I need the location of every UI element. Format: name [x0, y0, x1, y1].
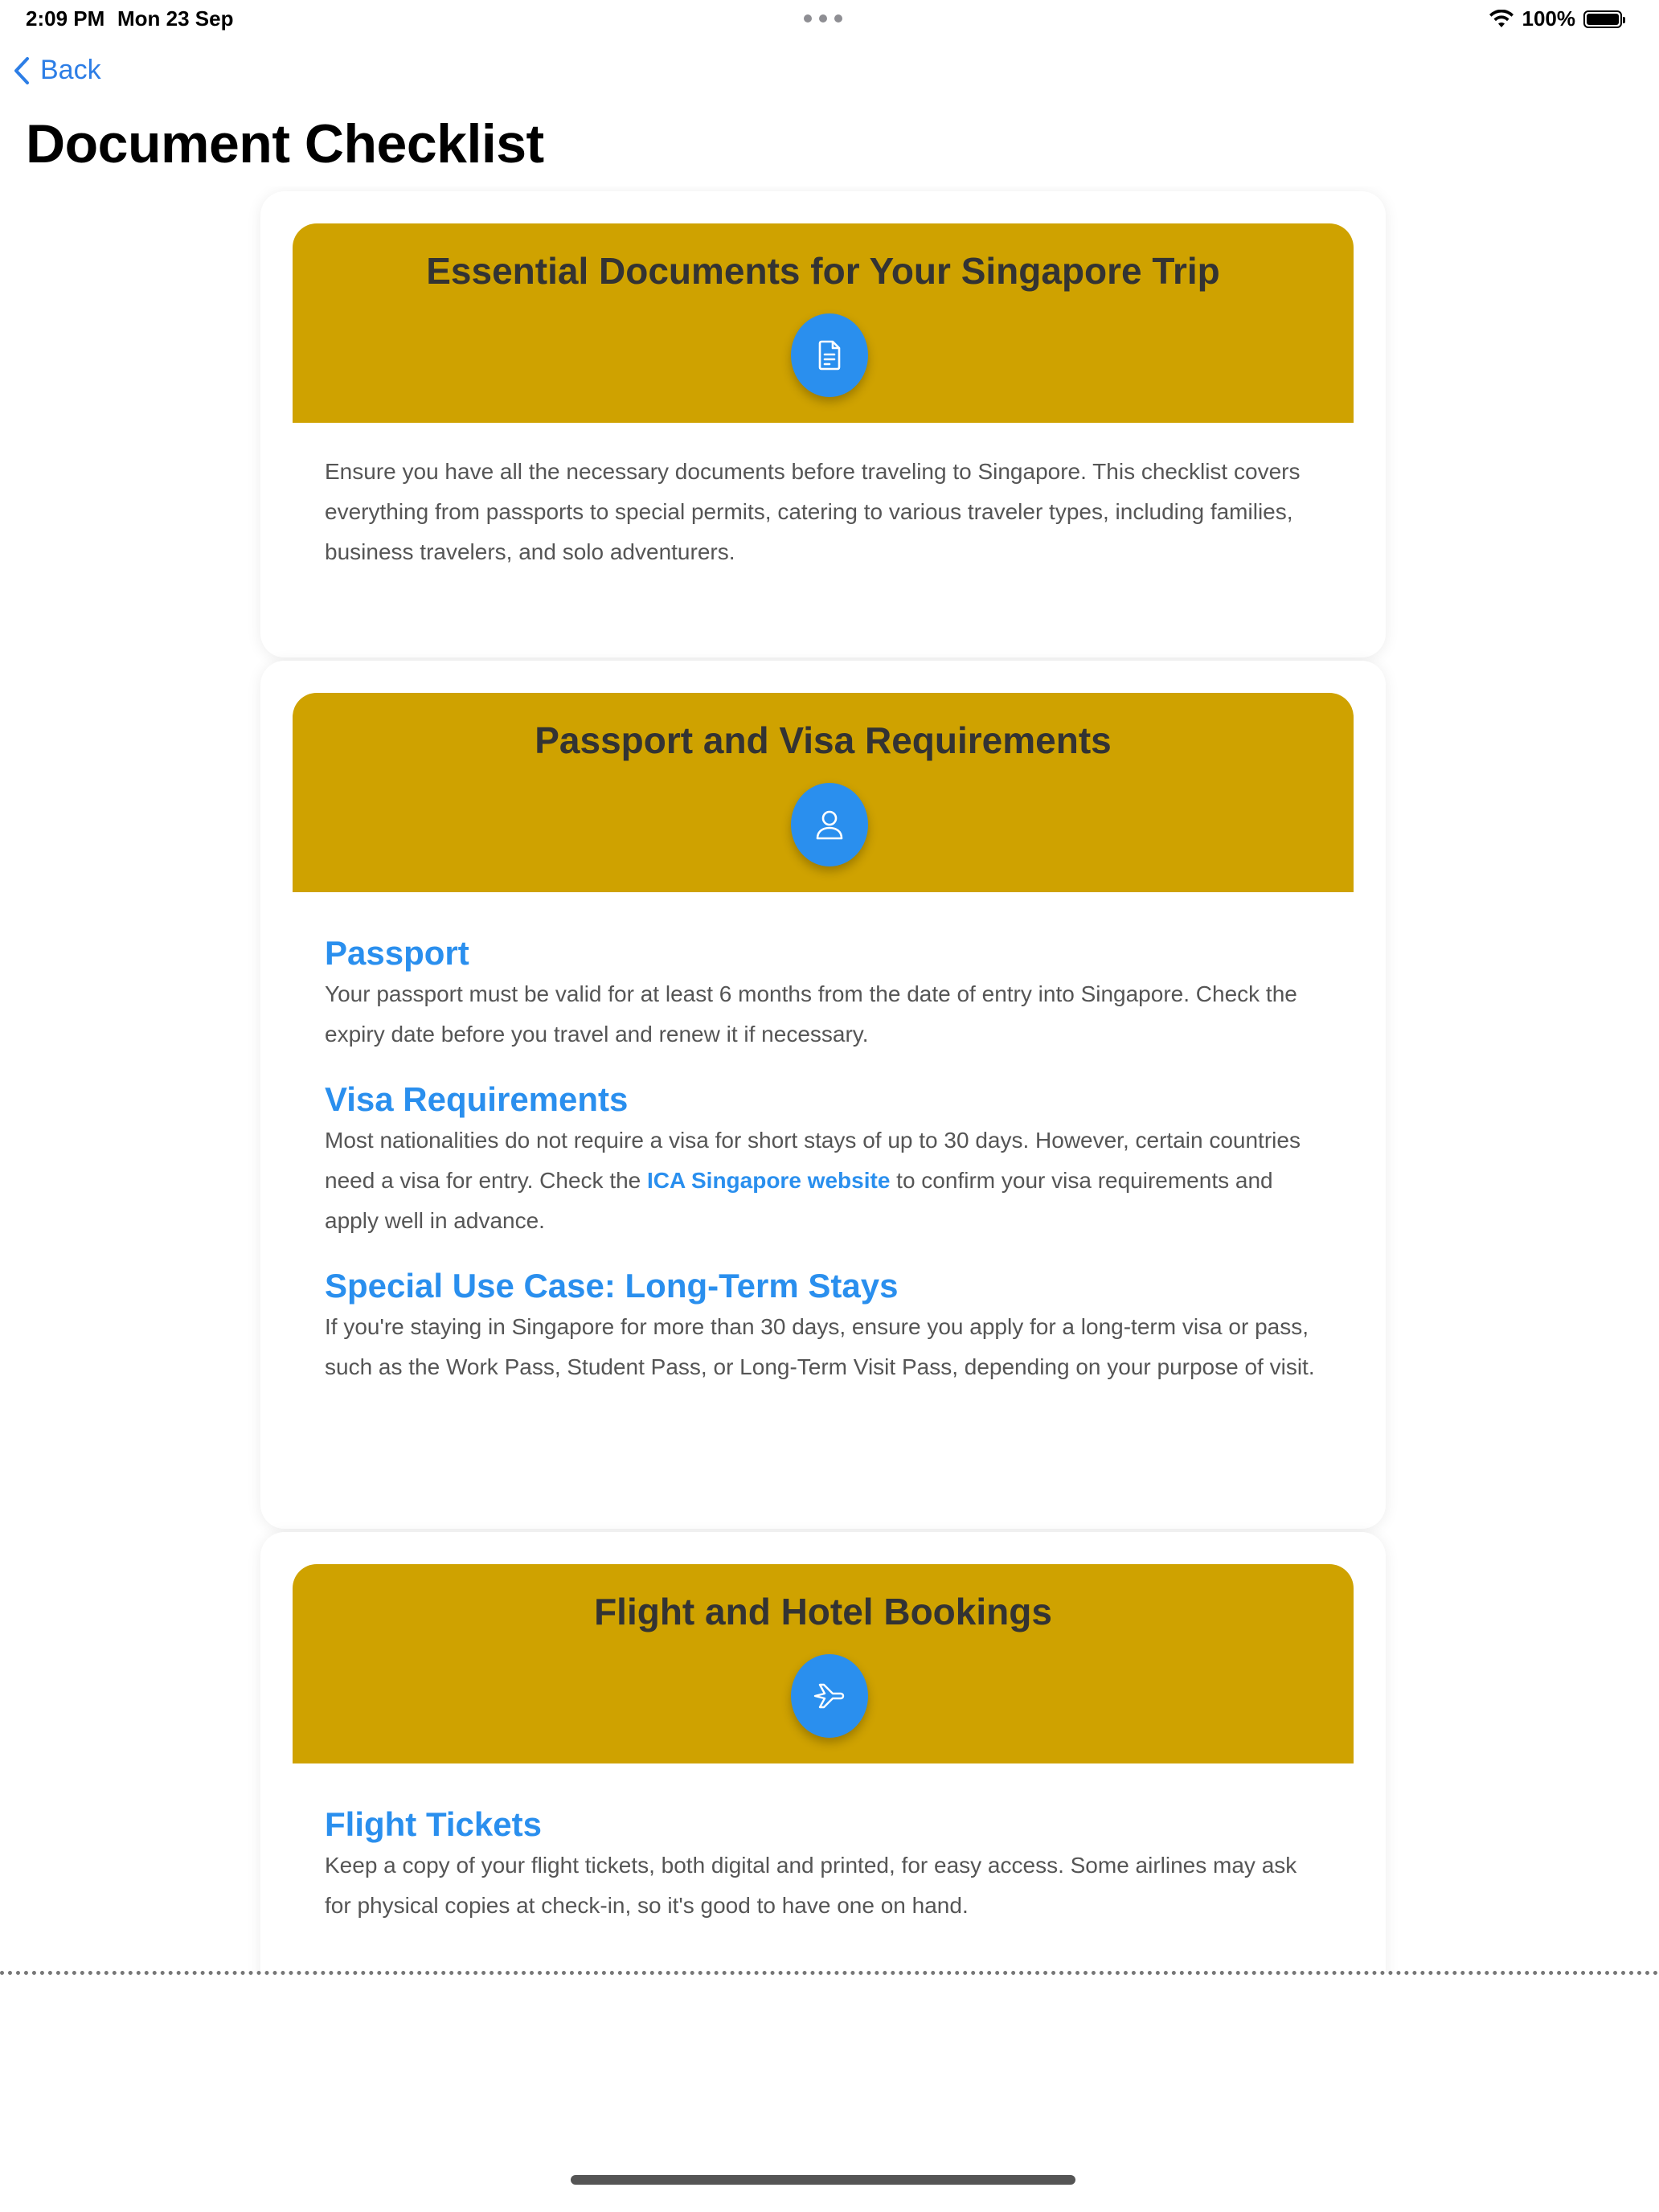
back-label: Back [40, 55, 101, 85]
section-heading-passport: Passport [325, 934, 469, 972]
visa-text-before: Most nationalities do not require a visa for short stays of up to 30 days. However, certain countries need a visa for entry. Check the [325, 1128, 1301, 1193]
document-icon [791, 313, 868, 397]
status-time: 2:09 PM [26, 6, 105, 31]
card-essential-documents [260, 191, 1386, 657]
card-passport-visa [260, 661, 1386, 1529]
section-heading-flight-tickets: Flight Tickets [325, 1805, 542, 1843]
card-body [325, 932, 1321, 1387]
back-button[interactable] [13, 55, 101, 86]
card-header [293, 223, 1354, 423]
section-text-flight-tickets: Keep a copy of your flight tickets, both digital and printed, for easy access. Some airlines may ask for physical copies at check-in, so it's good to have one on hand. [325, 1853, 1297, 1918]
battery-percent: 100% [1522, 6, 1575, 31]
card-flight-hotel [260, 1532, 1386, 1972]
card-body [325, 1804, 1321, 1926]
card-title: Passport and Visa Requirements [535, 719, 1112, 761]
section-text-long-term: If you're staying in Singapore for more than 30 days, ensure you apply for a long-term visa or pass, such as the Work Pass, Student Pass, or Long-Term Visit Pass, depending on your purpose of visit. [325, 1314, 1315, 1379]
section-text-passport: Your passport must be valid for at least 6 months from the date of entry into Singapore. Check the expiry date before you travel and renew it if necessary. [325, 981, 1297, 1047]
screenshot-divider [0, 1971, 1659, 1975]
card-body [325, 452, 1321, 572]
section-heading-long-term: Special Use Case: Long-Term Stays [325, 1267, 899, 1305]
battery-icon [1583, 10, 1622, 28]
status-date: Mon 23 Sep [117, 6, 234, 31]
status-indicators [1489, 6, 1623, 31]
card-title: Essential Documents for Your Singapore Trip [426, 250, 1220, 292]
intro-paragraph: Ensure you have all the necessary documents before traveling to Singapore. This checklist covers everything from passports to special permits, catering to various traveler types, including families, business travelers, and solo adventurers. [325, 459, 1301, 564]
page-title: Document Checklist [26, 113, 544, 174]
airplane-icon [791, 1654, 868, 1738]
section-heading-visa: Visa Requirements [325, 1080, 629, 1118]
multitasking-dots-icon[interactable] [804, 14, 842, 24]
status-bar [0, 0, 1659, 39]
home-indicator[interactable] [571, 2175, 1075, 2185]
scroll-content[interactable] [0, 186, 1659, 1972]
card-header [293, 1564, 1354, 1763]
person-icon [791, 783, 868, 866]
ica-website-link[interactable]: ICA Singapore website [647, 1168, 891, 1193]
section-text-visa [325, 1120, 1321, 1241]
chevron-left-icon [13, 56, 31, 85]
card-header [293, 693, 1354, 892]
wifi-icon [1489, 10, 1514, 29]
card-title: Flight and Hotel Bookings [594, 1591, 1052, 1632]
visa-text-after: to confirm your visa requirements and apply well in advance. [325, 1168, 1273, 1233]
